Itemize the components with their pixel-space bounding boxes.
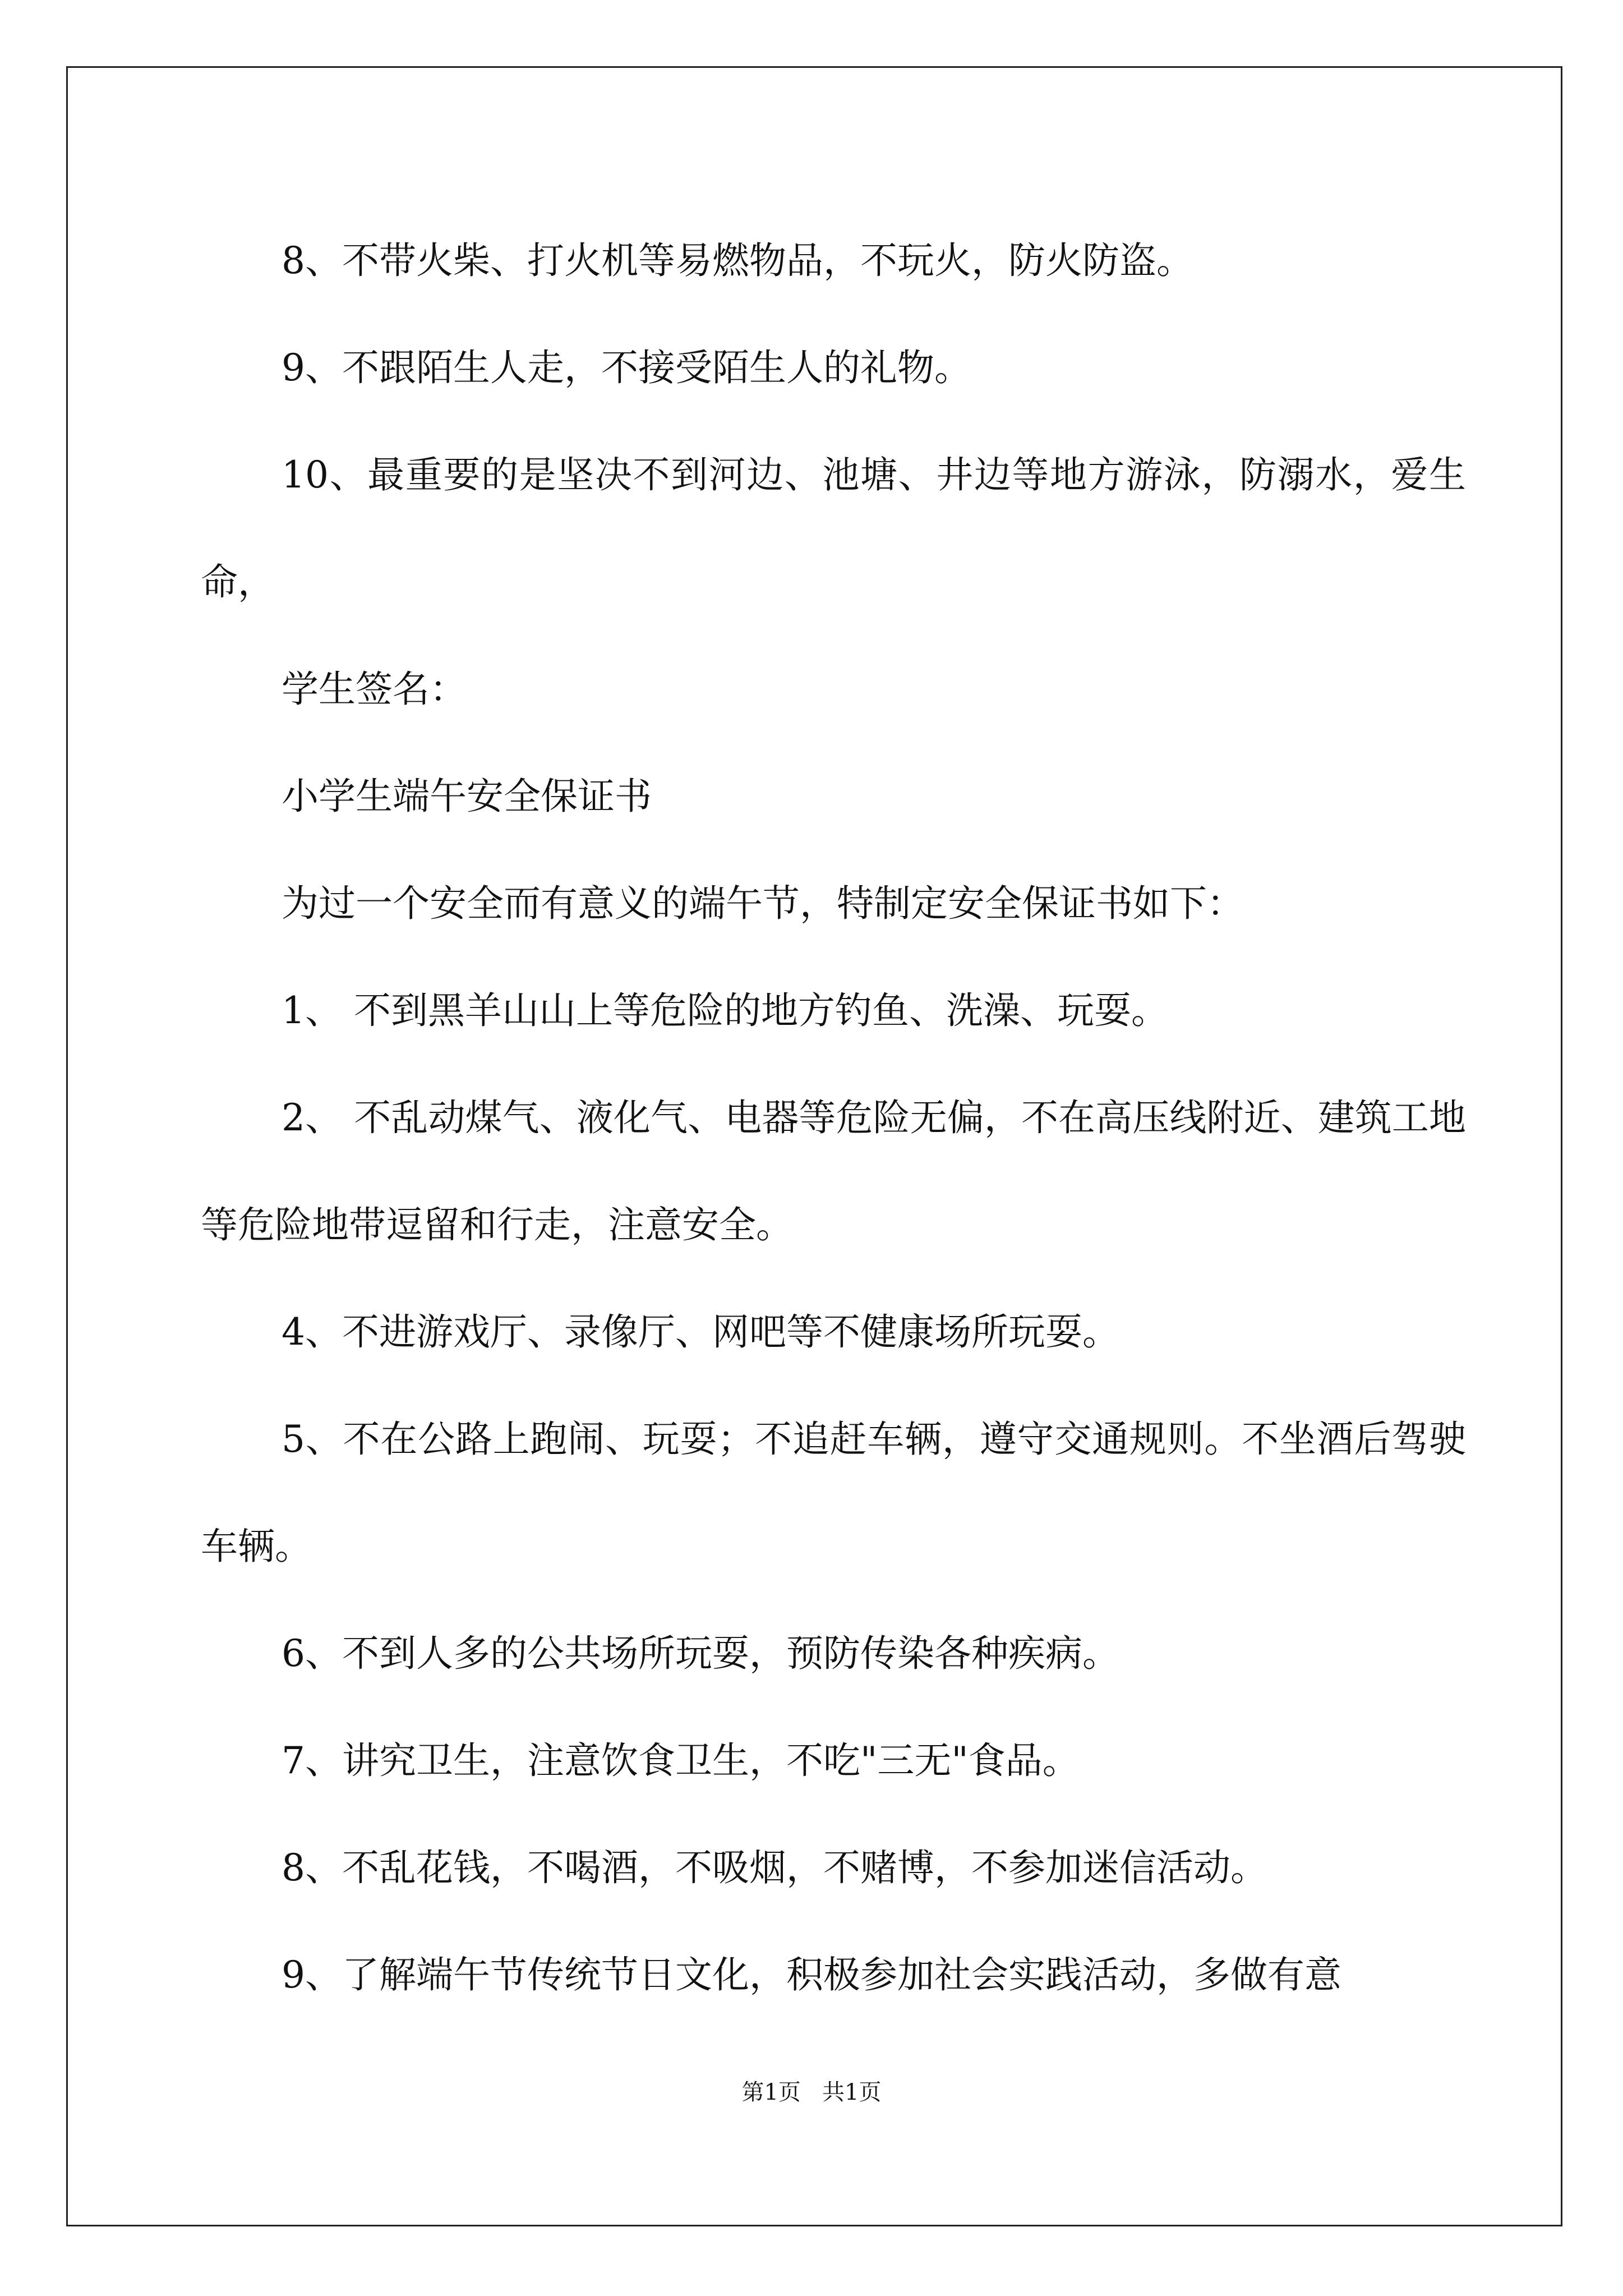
page-footer: 第1页 共1页: [741, 2079, 882, 2105]
paragraph: 2、 不乱动煤气、液化气、电器等危险无偏，不在高压线附近、建筑工地等危险地带逗留和行走，注意安全。: [201, 1096, 1466, 1246]
paragraph: 5、不在公路上跑闹、玩耍；不追赶车辆，遵守交通规则。不坐酒后驾驶车辆。: [201, 1418, 1466, 1568]
paragraph: 为过一个安全而有意义的端午节，特制定安全保证书如下：: [282, 882, 1244, 925]
paragraph: 9、了解端午节传统节日文化，积极参加社会实践活动，多做有意: [282, 1953, 1341, 1996]
paragraph: 小学生端午安全保证书: [282, 775, 652, 818]
paragraph: 9、不跟陌生人走，不接受陌生人的礼物。: [282, 346, 971, 389]
paragraph: 学生签名：: [282, 668, 467, 711]
paragraph: 10、最重要的是坚决不到河边、池塘、井边等地方游泳，防溺水，爱生命，: [201, 453, 1466, 604]
paragraph: 1、 不到黑羊山山上等危险的地方钓鱼、洗澡、玩耍。: [282, 989, 1168, 1032]
paragraph: 8、不乱花钱，不喝酒，不吸烟，不赌博，不参加迷信活动。: [282, 1846, 1267, 1889]
paragraph: 7、讲究卫生，注意饮食卫生，不吃"三无"食品。: [282, 1739, 1080, 1782]
document-body: [201, 207, 1466, 2028]
paragraph: 8、不带火柴、打火机等易燃物品，不玩火，防火防盗。: [282, 239, 1193, 282]
paragraph: 4、不进游戏厅、录像厅、网吧等不健康场所玩耍。: [282, 1310, 1119, 1354]
paragraph: 6、不到人多的公共场所玩耍，预防传染各种疾病。: [282, 1632, 1119, 1675]
